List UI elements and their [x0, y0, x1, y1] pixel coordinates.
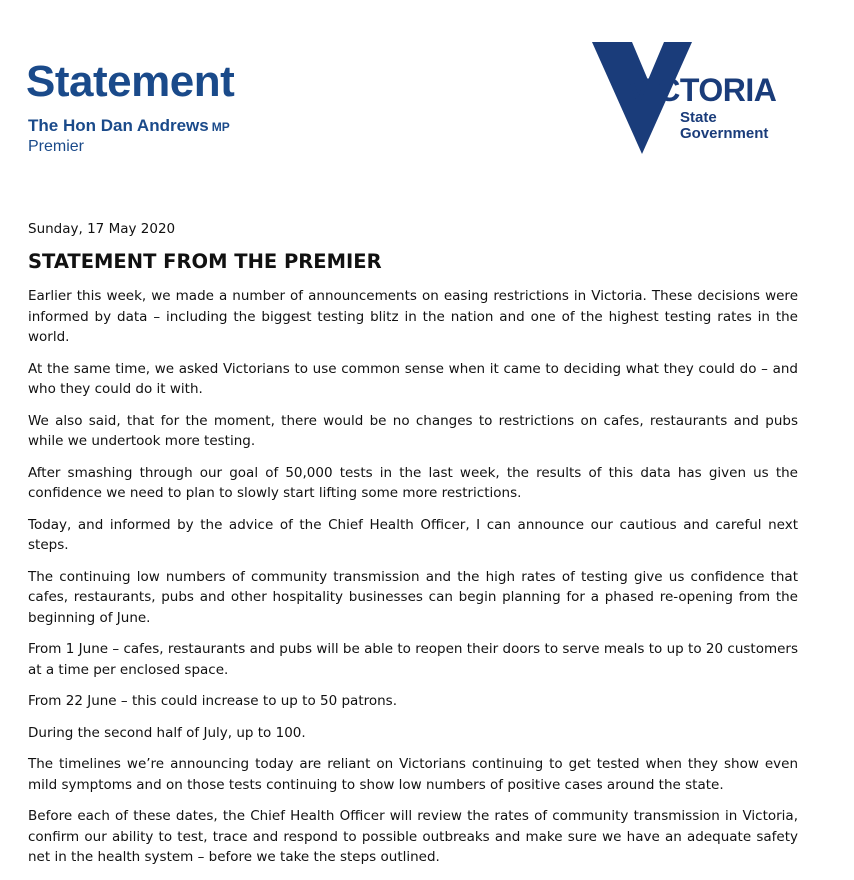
logo-line-government: Government: [680, 125, 769, 142]
minister-role: Premier: [28, 138, 85, 155]
statement-heading: STATEMENT FROM THE PREMIER: [28, 250, 382, 273]
paragraph: We also said, that for the moment, there would be no changes to restrictions on cafes, restaurants and pubs while we undertook more testing.: [28, 412, 798, 449]
paragraph: From 22 June – this could increase to up to 50 patrons.: [28, 693, 398, 709]
paragraph: The timelines we’re announcing today are reliant on Victorians continuing to get tested when they show even mild symptoms and on those tests continuing to show low numbers of positive cases around the state.: [28, 756, 798, 793]
paragraph: At the same time, we asked Victorians to use common sense when it came to deciding what they could do – and who they could do it with.: [28, 360, 798, 397]
logo-subtitle: [680, 110, 768, 142]
logo-line-state: State: [680, 109, 717, 126]
logo-wordmark: [628, 72, 776, 108]
letterhead-title: Statement: [26, 57, 235, 106]
letterhead: [0, 0, 854, 200]
paragraph: Today, and informed by the advice of the Chief Health Officer, I can announce our cautious and careful next steps.: [28, 516, 798, 553]
statement-date: Sunday, 17 May 2020: [28, 221, 176, 237]
paragraph: Before each of these dates, the Chief Health Officer will review the rates of community transmission in Victoria, confirm our ability to test, trace and respond to possible outbreaks and make sure we have an adequate safety net in the health system – before we take the steps outlined.: [28, 808, 798, 865]
victoria-state-government-logo: [592, 42, 792, 154]
paragraph: The continuing low numbers of community transmission and the high rates of testing give us confidence that cafes, restaurants, pubs and other hospitality businesses can begin planning for a phased re-opening from the beginning of June.: [28, 568, 798, 626]
paragraph: From 1 June – cafes, restaurants and pubs will be able to reopen their doors to serve meals to up to 20 customers at a time per enclosed space.: [28, 641, 798, 678]
minister-name: [28, 116, 230, 137]
logo-name: VICTORIA: [628, 72, 777, 108]
paragraph: During the second half of July, up to 100.: [28, 724, 306, 741]
minister-suffix: MP: [211, 120, 230, 134]
statement-body: [28, 218, 798, 879]
paragraph: Earlier this week, we made a number of announcements on easing restrictions in Victoria. These decisions were informed by data – including the biggest testing blitz in the nation and one of the highest testing rates in the world.: [28, 288, 798, 345]
paragraph: After smashing through our goal of 50,000 tests in the last week, the results of this data has given us the confidence we need to plan to slowly start lifting some more restrictions.: [28, 464, 798, 501]
minister-name-text: The Hon Dan Andrews: [28, 116, 209, 135]
